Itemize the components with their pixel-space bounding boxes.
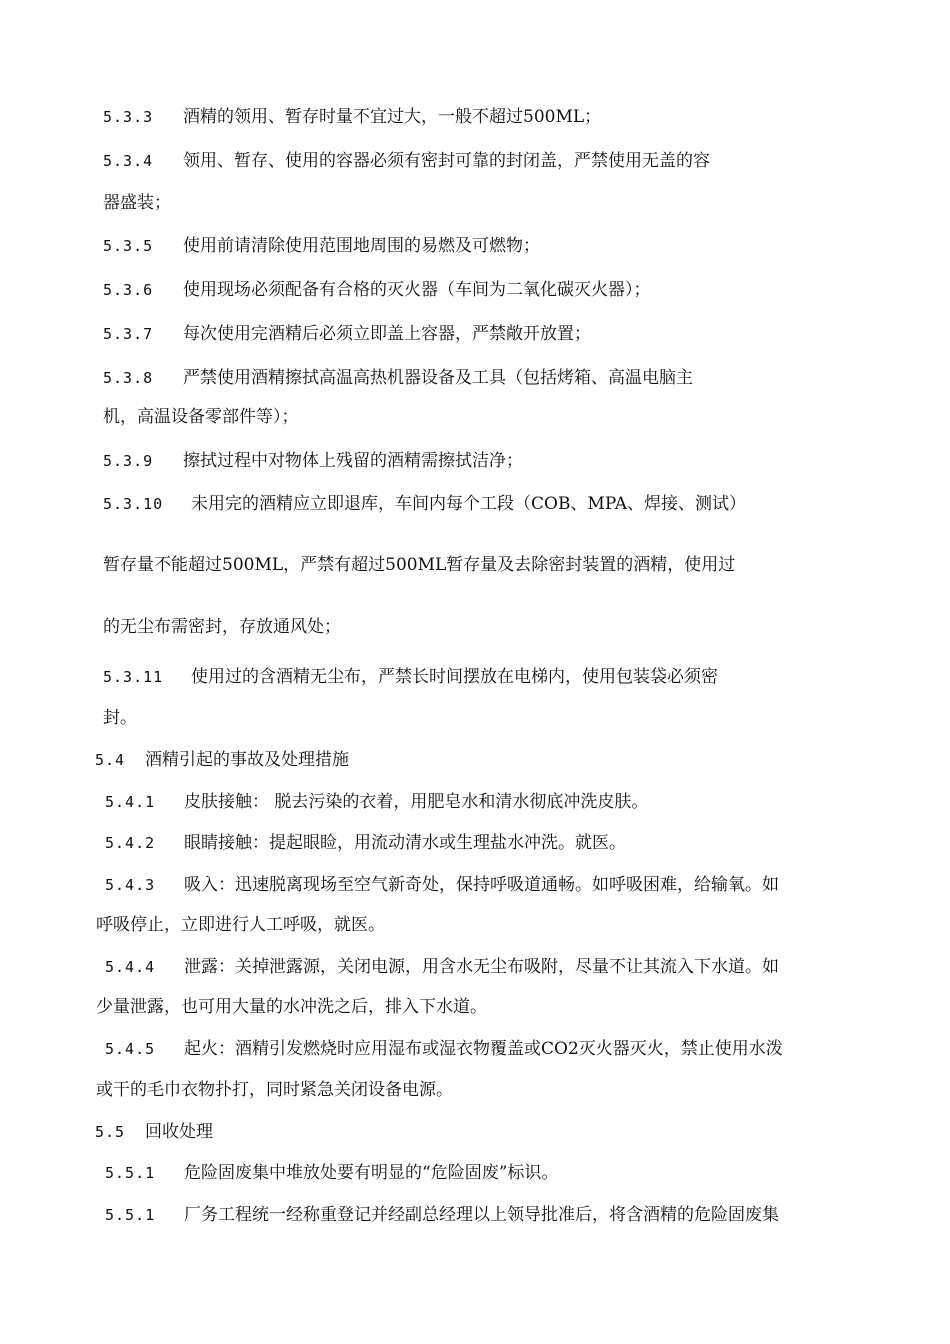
clause-text: 呼吸停止，立即进行人工呼吸，就医。: [96, 915, 385, 935]
clause-number: 5.4.2: [105, 834, 156, 852]
section-number: 5.5: [95, 1123, 126, 1141]
clause-number: 5.3.10: [103, 495, 164, 513]
clause-number: 5.4.4: [105, 958, 156, 976]
clause-5-3-4: [103, 150, 710, 172]
clause-number: 5.3.8: [103, 369, 154, 387]
clause-5-3-9: [103, 450, 523, 472]
section-5-5-heading: [95, 1121, 213, 1143]
clause-text: 吸入：迅速脱离现场至空气新奇处，保持呼吸道通畅。如呼吸困难，给输氧。如: [184, 875, 779, 895]
section-title: 酒精引起的事故及处理措施: [145, 750, 349, 770]
clause-5-4-1: [105, 791, 648, 813]
clause-number: 5.4.3: [105, 876, 156, 894]
clause-text: 擦拭过程中对物体上残留的酒精需擦拭洁净；: [183, 451, 523, 471]
clause-5-3-10: [103, 493, 746, 515]
clause-text: 使用前请清除使用范围地周围的易燃及可燃物；: [183, 236, 540, 256]
clause-continuation: [103, 406, 299, 428]
clause-text: 使用现场必须配备有合格的灭火器（车间为二氧化碳灭火器）；: [183, 280, 651, 300]
clause-number: 5.3.6: [103, 281, 154, 299]
clause-number: 5.5.1: [105, 1164, 156, 1182]
clause-continuation: [103, 192, 171, 214]
clause-text: 少量泄露，也可用大量的水冲洗之后，排入下水道。: [96, 997, 487, 1017]
section-5-4-heading: [95, 749, 349, 771]
clause-number: 5.3.4: [103, 152, 154, 170]
clause-5-3-11: [103, 666, 718, 688]
clause-5-4-5: [105, 1038, 783, 1060]
clause-number: 5.3.5: [103, 237, 154, 255]
section-number: 5.4: [95, 751, 126, 769]
clause-text: 使用过的含酒精无尘布，严禁长时间摆放在电梯内，使用包装袋必须密: [191, 667, 718, 687]
clause-text: 的无尘布需密封，存放通风处；: [103, 617, 341, 637]
clause-text: 泄露：关掉泄露源，关闭电源，用含水无尘布吸附，尽量不让其流入下水道。如: [184, 957, 779, 977]
clause-5-3-3: [103, 106, 601, 128]
clause-continuation: [96, 914, 385, 936]
clause-5-3-5: [103, 235, 540, 257]
clause-continuation: [103, 707, 137, 729]
clause-number: 5.5.1: [105, 1206, 156, 1224]
clause-text: 未用完的酒精应立即退库，车间内每个工段（COB、MPA、焊接、测试）: [191, 494, 746, 514]
clause-text: 机，高温设备零部件等）；: [103, 407, 299, 427]
clause-text: 皮肤接触： 脱去污染的衣着，用肥皂水和清水彻底冲洗皮肤。: [184, 792, 649, 812]
clause-continuation: [96, 1079, 453, 1101]
clause-text: 器盛装；: [103, 193, 171, 213]
clause-continuation: [103, 616, 341, 638]
clause-number: 5.3.7: [103, 325, 154, 343]
clause-text: 或干的毛巾衣物扑打，同时紧急关闭设备电源。: [96, 1080, 453, 1100]
section-title: 回收处理: [145, 1122, 213, 1142]
clause-text: 暂存量不能超过500ML，严禁有超过500ML暂存量及去除密封装置的酒精，使用过: [103, 555, 736, 575]
clause-number: 5.4.5: [105, 1040, 156, 1058]
clause-text: 眼睛接触：提起眼睑，用流动清水或生理盐水冲洗。就医。: [184, 833, 626, 853]
clause-number: 5.4.1: [105, 793, 156, 811]
clause-number: 5.3.9: [103, 452, 154, 470]
clause-number: 5.3.11: [103, 668, 164, 686]
clause-text: 封。: [103, 708, 137, 728]
clause-text: 酒精的领用、暂存时量不宜过大，一般不超过500ML；: [183, 107, 602, 127]
clause-5-3-6: [103, 279, 651, 301]
clause-text: 厂务工程统一经称重登记并经副总经理以上领导批准后，将含酒精的危险固废集: [184, 1205, 779, 1225]
clause-text: 每次使用完酒精后必须立即盖上容器，严禁敞开放置；: [183, 324, 591, 344]
clause-text: 起火：酒精引发燃烧时应用湿布或湿衣物覆盖或CO2灭火器灭火，禁止使用水泼: [184, 1039, 783, 1059]
clause-continuation: [103, 554, 735, 576]
clause-5-4-4: [105, 956, 779, 978]
clause-text: 严禁使用酒精擦拭高温高热机器设备及工具（包括烤箱、高温电脑主: [183, 368, 693, 388]
clause-5-5-1: [105, 1162, 558, 1184]
clause-number: 5.3.3: [103, 108, 154, 126]
clause-5-3-7: [103, 323, 591, 345]
clause-5-5-1-second: [105, 1204, 779, 1226]
clause-continuation: [96, 996, 487, 1018]
clause-text: 领用、暂存、使用的容器必须有密封可靠的封闭盖，严禁使用无盖的容: [183, 151, 710, 171]
clause-5-3-8: [103, 367, 693, 389]
clause-text: 危险固废集中堆放处要有明显的“危险固废”标识。: [184, 1163, 559, 1183]
clause-5-4-3: [105, 874, 779, 896]
clause-5-4-2: [105, 832, 626, 854]
